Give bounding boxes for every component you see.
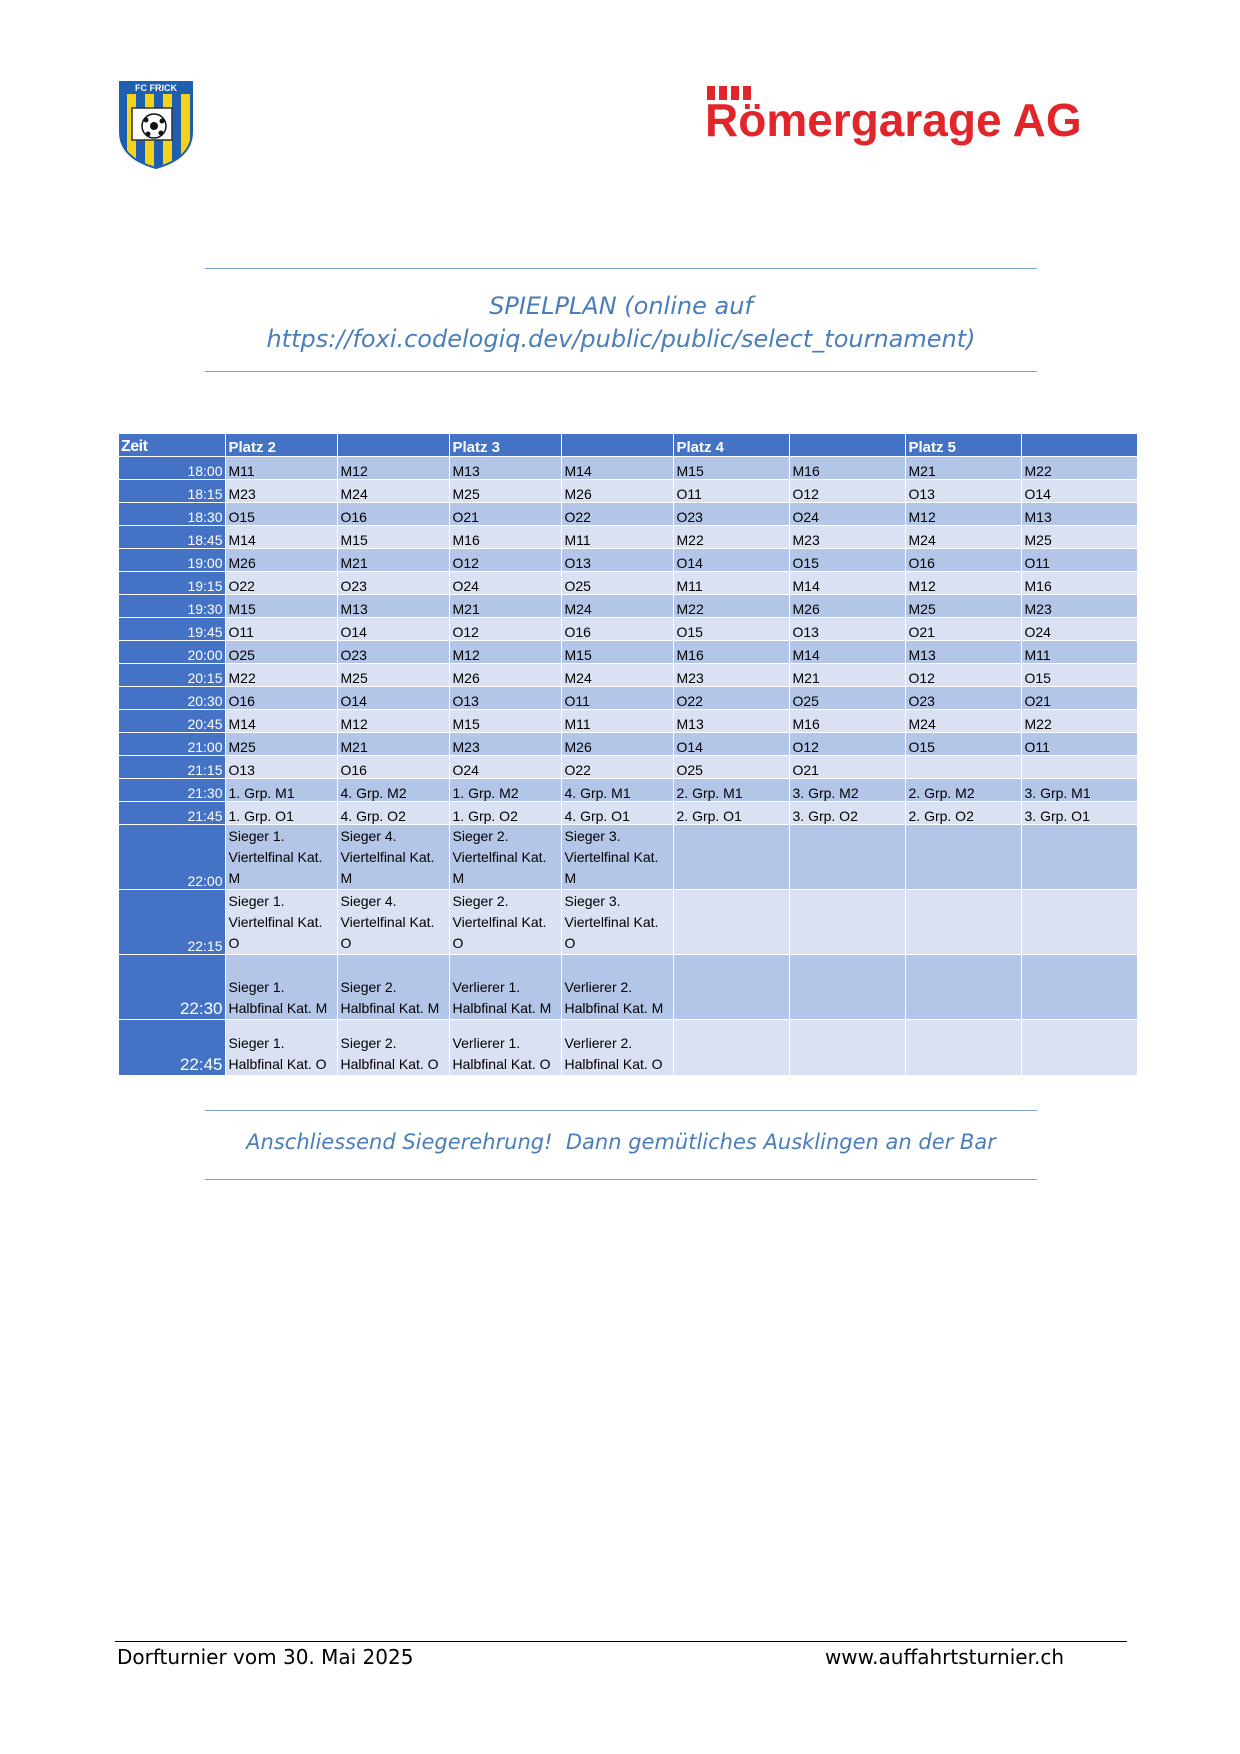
match-cell: 3. Grp. O1 bbox=[1021, 802, 1137, 825]
match-cell: M13 bbox=[449, 457, 561, 480]
match-cell: M23 bbox=[449, 733, 561, 756]
match-cell: M23 bbox=[673, 664, 789, 687]
match-cell: Sieger 1. Viertelfinal Kat. O bbox=[225, 890, 337, 955]
match-cell: O12 bbox=[449, 549, 561, 572]
match-cell: Sieger 2. Viertelfinal Kat. O bbox=[449, 890, 561, 955]
match-cell: O15 bbox=[789, 549, 905, 572]
schedule-row bbox=[119, 526, 1137, 549]
schedule-table bbox=[119, 434, 1138, 1076]
match-time: 20:30 bbox=[119, 687, 225, 710]
match-cell: M23 bbox=[225, 480, 337, 503]
match-cell: M24 bbox=[905, 526, 1021, 549]
match-cell: 2. Grp. M2 bbox=[905, 779, 1021, 802]
match-cell: Sieger 4. Viertelfinal Kat. M bbox=[337, 825, 449, 890]
match-time: 22:00 bbox=[119, 825, 225, 890]
match-time: 19:00 bbox=[119, 549, 225, 572]
match-cell: M16 bbox=[673, 641, 789, 664]
match-time: 18:00 bbox=[119, 457, 225, 480]
match-cell: O11 bbox=[561, 687, 673, 710]
match-cell: O22 bbox=[225, 572, 337, 595]
match-cell: O24 bbox=[1021, 618, 1137, 641]
match-cell: M14 bbox=[789, 641, 905, 664]
schedule-row bbox=[119, 825, 1137, 890]
match-cell: M14 bbox=[225, 710, 337, 733]
match-time: 20:00 bbox=[119, 641, 225, 664]
match-cell: O23 bbox=[673, 503, 789, 526]
match-cell: M22 bbox=[673, 595, 789, 618]
match-cell: O23 bbox=[337, 572, 449, 595]
schedule-row bbox=[119, 480, 1137, 503]
match-cell: 3. Grp. O2 bbox=[789, 802, 905, 825]
match-cell: O23 bbox=[337, 641, 449, 664]
match-cell bbox=[905, 756, 1021, 779]
schedule-header-row bbox=[119, 434, 1137, 457]
match-cell: 4. Grp. O1 bbox=[561, 802, 673, 825]
match-cell: M26 bbox=[449, 664, 561, 687]
match-cell: 4. Grp. M2 bbox=[337, 779, 449, 802]
title-line-1: SPIELPLAN (online auf bbox=[489, 292, 753, 320]
schedule-row bbox=[119, 710, 1137, 733]
column-header-time: Zeit bbox=[119, 434, 225, 457]
match-cell: O15 bbox=[1021, 664, 1137, 687]
match-cell: O25 bbox=[789, 687, 905, 710]
match-cell bbox=[673, 890, 789, 955]
match-cell: M23 bbox=[1021, 595, 1137, 618]
match-cell: M11 bbox=[1021, 641, 1137, 664]
match-cell: O12 bbox=[449, 618, 561, 641]
match-cell: O25 bbox=[673, 756, 789, 779]
match-cell bbox=[905, 890, 1021, 955]
match-cell: M12 bbox=[337, 710, 449, 733]
match-cell: O12 bbox=[789, 733, 905, 756]
match-cell: O22 bbox=[561, 503, 673, 526]
column-header: Platz 2 bbox=[225, 434, 337, 457]
match-cell: O24 bbox=[789, 503, 905, 526]
match-cell: M13 bbox=[337, 595, 449, 618]
schedule-row bbox=[119, 664, 1137, 687]
match-cell bbox=[1021, 955, 1137, 1020]
match-cell: M16 bbox=[1021, 572, 1137, 595]
match-cell: M15 bbox=[337, 526, 449, 549]
match-cell: M25 bbox=[225, 733, 337, 756]
match-cell: M24 bbox=[905, 710, 1021, 733]
schedule-row bbox=[119, 457, 1137, 480]
match-cell: M23 bbox=[789, 526, 905, 549]
match-cell: Sieger 1. Viertelfinal Kat. M bbox=[225, 825, 337, 890]
match-cell bbox=[673, 1020, 789, 1076]
match-cell bbox=[1021, 825, 1137, 890]
match-cell: O14 bbox=[1021, 480, 1137, 503]
match-time: 22:45 bbox=[119, 1020, 225, 1076]
match-cell: O11 bbox=[1021, 733, 1137, 756]
match-cell: 1. Grp. M2 bbox=[449, 779, 561, 802]
match-cell: Sieger 1. Halbfinal Kat. M bbox=[225, 955, 337, 1020]
match-time: 22:15 bbox=[119, 890, 225, 955]
match-cell: O16 bbox=[337, 503, 449, 526]
match-cell: O13 bbox=[225, 756, 337, 779]
match-cell: Sieger 1. Halbfinal Kat. O bbox=[225, 1020, 337, 1076]
match-cell: M13 bbox=[905, 641, 1021, 664]
column-header: Platz 3 bbox=[449, 434, 561, 457]
match-cell: M15 bbox=[225, 595, 337, 618]
match-cell: M12 bbox=[337, 457, 449, 480]
match-cell: M13 bbox=[673, 710, 789, 733]
column-header bbox=[1021, 434, 1137, 457]
match-cell: O13 bbox=[905, 480, 1021, 503]
match-cell: M11 bbox=[561, 710, 673, 733]
match-cell: M25 bbox=[1021, 526, 1137, 549]
footer-event: Dorfturnier vom 30. Mai 2025 bbox=[117, 1645, 414, 1669]
match-cell: M25 bbox=[337, 664, 449, 687]
match-time: 18:15 bbox=[119, 480, 225, 503]
schedule-row bbox=[119, 955, 1137, 1020]
sponsor-logo-text: Römergarage AG bbox=[705, 94, 1082, 146]
match-cell: O25 bbox=[225, 641, 337, 664]
match-cell: M22 bbox=[673, 526, 789, 549]
match-cell: M21 bbox=[449, 595, 561, 618]
match-time: 19:30 bbox=[119, 595, 225, 618]
match-cell: O15 bbox=[673, 618, 789, 641]
match-cell: M16 bbox=[449, 526, 561, 549]
match-cell: 4. Grp. O2 bbox=[337, 802, 449, 825]
match-time: 18:45 bbox=[119, 526, 225, 549]
match-cell: 2. Grp. M1 bbox=[673, 779, 789, 802]
match-cell: 1. Grp. O2 bbox=[449, 802, 561, 825]
match-cell: O13 bbox=[449, 687, 561, 710]
column-header: Platz 5 bbox=[905, 434, 1021, 457]
match-cell: O14 bbox=[337, 687, 449, 710]
match-cell: M14 bbox=[561, 457, 673, 480]
match-cell: O21 bbox=[449, 503, 561, 526]
match-cell: M21 bbox=[905, 457, 1021, 480]
match-cell: M22 bbox=[1021, 457, 1137, 480]
match-cell: M11 bbox=[561, 526, 673, 549]
match-cell: O14 bbox=[673, 549, 789, 572]
match-cell bbox=[1021, 890, 1137, 955]
title-line-2: https://foxi.codelogiq.dev/public/public/select_tournament) bbox=[266, 325, 976, 353]
match-cell: O15 bbox=[905, 733, 1021, 756]
match-cell: Verlierer 1. Halbfinal Kat. O bbox=[449, 1020, 561, 1076]
column-header bbox=[789, 434, 905, 457]
match-cell: Verlierer 2. Halbfinal Kat. O bbox=[561, 1020, 673, 1076]
match-cell: O15 bbox=[225, 503, 337, 526]
match-cell: M12 bbox=[905, 572, 1021, 595]
match-cell: O22 bbox=[561, 756, 673, 779]
match-cell: M15 bbox=[449, 710, 561, 733]
match-cell: O21 bbox=[905, 618, 1021, 641]
match-cell bbox=[789, 1020, 905, 1076]
match-cell: M25 bbox=[905, 595, 1021, 618]
match-cell: O12 bbox=[905, 664, 1021, 687]
match-cell: Sieger 3. Viertelfinal Kat. O bbox=[561, 890, 673, 955]
match-time: 21:30 bbox=[119, 779, 225, 802]
sponsor-logo bbox=[705, 84, 1100, 156]
match-cell: 2. Grp. O1 bbox=[673, 802, 789, 825]
schedule-row bbox=[119, 756, 1137, 779]
match-cell: Sieger 2. Viertelfinal Kat. M bbox=[449, 825, 561, 890]
schedule-row bbox=[119, 802, 1137, 825]
column-header: Platz 4 bbox=[673, 434, 789, 457]
match-cell: Verlierer 2. Halbfinal Kat. M bbox=[561, 955, 673, 1020]
divider-below-closing bbox=[205, 1179, 1037, 1180]
match-cell: M12 bbox=[449, 641, 561, 664]
schedule-row bbox=[119, 1020, 1137, 1076]
match-cell: 1. Grp. M1 bbox=[225, 779, 337, 802]
match-cell: O12 bbox=[789, 480, 905, 503]
match-cell: O13 bbox=[561, 549, 673, 572]
schedule-row bbox=[119, 890, 1137, 955]
match-cell: 2. Grp. O2 bbox=[905, 802, 1021, 825]
match-cell bbox=[789, 825, 905, 890]
match-time: 20:15 bbox=[119, 664, 225, 687]
match-cell bbox=[905, 1020, 1021, 1076]
match-cell: M26 bbox=[561, 480, 673, 503]
match-cell: 4. Grp. M1 bbox=[561, 779, 673, 802]
match-cell bbox=[1021, 756, 1137, 779]
match-cell: M26 bbox=[561, 733, 673, 756]
match-cell: O16 bbox=[225, 687, 337, 710]
match-cell: O16 bbox=[905, 549, 1021, 572]
match-cell: M13 bbox=[1021, 503, 1137, 526]
schedule-row bbox=[119, 641, 1137, 664]
match-time: 21:15 bbox=[119, 756, 225, 779]
schedule-row bbox=[119, 618, 1137, 641]
match-time: 19:15 bbox=[119, 572, 225, 595]
match-cell bbox=[673, 955, 789, 1020]
footer-divider bbox=[115, 1641, 1127, 1642]
match-cell: M21 bbox=[337, 549, 449, 572]
match-cell: O14 bbox=[673, 733, 789, 756]
column-header bbox=[561, 434, 673, 457]
match-cell: O16 bbox=[337, 756, 449, 779]
match-cell: O21 bbox=[789, 756, 905, 779]
match-cell: M15 bbox=[561, 641, 673, 664]
match-cell bbox=[789, 955, 905, 1020]
match-cell: M14 bbox=[225, 526, 337, 549]
match-cell bbox=[905, 825, 1021, 890]
column-header bbox=[337, 434, 449, 457]
match-cell: O25 bbox=[561, 572, 673, 595]
match-cell: M14 bbox=[789, 572, 905, 595]
match-cell: Sieger 4. Viertelfinal Kat. O bbox=[337, 890, 449, 955]
match-time: 21:45 bbox=[119, 802, 225, 825]
match-cell: 3. Grp. M1 bbox=[1021, 779, 1137, 802]
match-cell: O11 bbox=[1021, 549, 1137, 572]
match-cell: M12 bbox=[905, 503, 1021, 526]
match-cell: M15 bbox=[673, 457, 789, 480]
match-time: 18:30 bbox=[119, 503, 225, 526]
match-time: 22:30 bbox=[119, 955, 225, 1020]
schedule-row bbox=[119, 779, 1137, 802]
match-cell: Sieger 2. Halbfinal Kat. M bbox=[337, 955, 449, 1020]
match-cell: Verlierer 1. Halbfinal Kat. M bbox=[449, 955, 561, 1020]
club-logo-text: FC FRICK bbox=[135, 83, 177, 93]
match-time: 21:00 bbox=[119, 733, 225, 756]
match-cell bbox=[789, 890, 905, 955]
match-cell: O24 bbox=[449, 756, 561, 779]
match-cell: O24 bbox=[449, 572, 561, 595]
match-cell bbox=[905, 955, 1021, 1020]
match-cell: M11 bbox=[225, 457, 337, 480]
match-cell: O14 bbox=[337, 618, 449, 641]
match-cell: 1. Grp. O1 bbox=[225, 802, 337, 825]
match-cell: O11 bbox=[673, 480, 789, 503]
match-cell: 3. Grp. M2 bbox=[789, 779, 905, 802]
divider-below-title bbox=[205, 371, 1037, 372]
match-cell: M16 bbox=[789, 710, 905, 733]
match-cell: O21 bbox=[1021, 687, 1137, 710]
divider-top bbox=[205, 268, 1037, 269]
match-cell bbox=[673, 825, 789, 890]
match-cell: O11 bbox=[225, 618, 337, 641]
match-time: 19:45 bbox=[119, 618, 225, 641]
match-cell: O16 bbox=[561, 618, 673, 641]
schedule-row bbox=[119, 503, 1137, 526]
match-cell: M24 bbox=[561, 664, 673, 687]
match-cell: O13 bbox=[789, 618, 905, 641]
closing-text: Anschliessend Siegerehrung! Dann gemütliches Ausklingen an der Bar bbox=[246, 1130, 996, 1154]
match-cell: M24 bbox=[337, 480, 449, 503]
match-cell: M16 bbox=[789, 457, 905, 480]
schedule-row bbox=[119, 595, 1137, 618]
match-cell: M21 bbox=[337, 733, 449, 756]
match-cell: M22 bbox=[1021, 710, 1137, 733]
match-cell: M26 bbox=[789, 595, 905, 618]
footer-website: www.auffahrtsturnier.ch bbox=[824, 1645, 1064, 1669]
page-title bbox=[205, 290, 1037, 356]
match-cell: Sieger 2. Halbfinal Kat. O bbox=[337, 1020, 449, 1076]
match-cell: M24 bbox=[561, 595, 673, 618]
club-logo bbox=[118, 80, 194, 170]
match-time: 20:45 bbox=[119, 710, 225, 733]
match-cell: M26 bbox=[225, 549, 337, 572]
match-cell: Sieger 3. Viertelfinal Kat. M bbox=[561, 825, 673, 890]
schedule-row bbox=[119, 733, 1137, 756]
match-cell: O23 bbox=[905, 687, 1021, 710]
match-cell: M11 bbox=[673, 572, 789, 595]
schedule-row bbox=[119, 687, 1137, 710]
schedule-row bbox=[119, 572, 1137, 595]
divider-above-closing bbox=[205, 1110, 1037, 1111]
match-cell bbox=[1021, 1020, 1137, 1076]
match-cell: M25 bbox=[449, 480, 561, 503]
schedule-row bbox=[119, 549, 1137, 572]
match-cell: O22 bbox=[673, 687, 789, 710]
match-cell: M21 bbox=[789, 664, 905, 687]
match-cell: M22 bbox=[225, 664, 337, 687]
